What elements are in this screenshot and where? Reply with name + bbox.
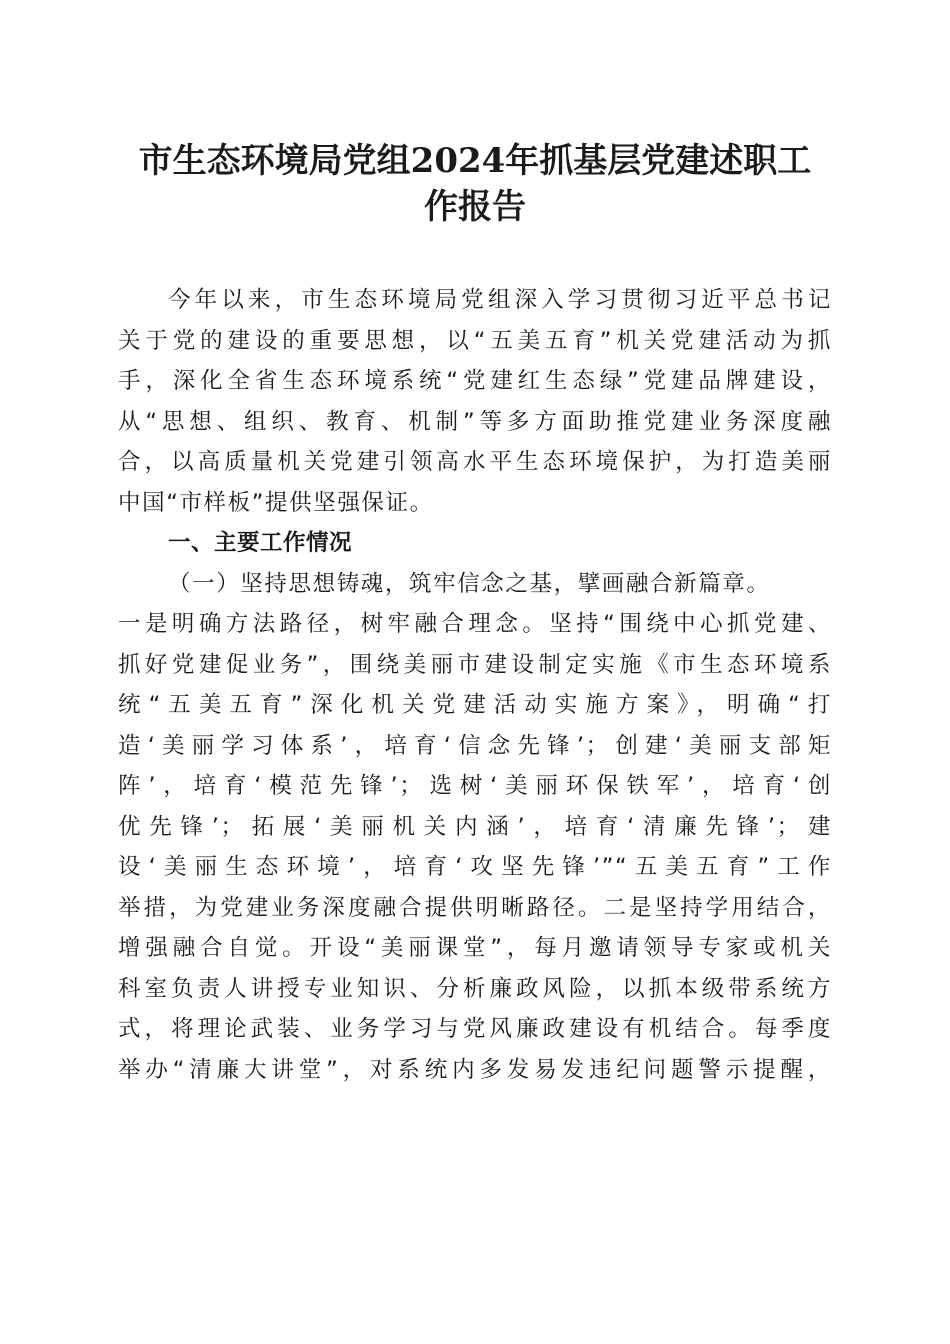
paragraph-line: 今年以来，市生态环境局党组深入学习贯彻习近平总书记 (168, 287, 832, 313)
paragraph-line: 设‘美丽生态环境’，培育‘攻坚先锋’”“五美五育”工作 (118, 854, 832, 880)
paragraph-line: 科室负责人讲授专业知识、分析廉政风险，以抓本级带系统方 (118, 975, 832, 1002)
section-heading: 一、主要工作情况 (168, 530, 353, 556)
paragraph-line: 阵’，培育‘模范先锋’；选树‘美丽环保铁军’，培育‘创 (118, 773, 832, 799)
paragraph-line: 式，将理论武装、业务学习与党风廉政建设有机结合。每季度 (118, 1016, 832, 1042)
paragraph-line: 抓好党建促业务”，围绕美丽市建设制定实施《市生态环境系 (118, 651, 832, 678)
paragraph-line: 手，深化全省生态环境系统“党建红生态绿”党建品牌建设， (118, 368, 832, 394)
document-body (118, 280, 832, 1090)
paragraph-line: 造‘美丽学习体系’，培育‘信念先锋’；创建‘美丽支部矩 (118, 732, 832, 759)
document-title (100, 138, 850, 230)
paragraph-line: 优先锋’；拓展‘美丽机关内涵’，培育‘清廉先锋’；建 (118, 813, 832, 840)
intro-paragraph (118, 280, 832, 523)
paragraph-line: 一是明确方法路径，树牢融合理念。坚持“围绕中心抓党建、 (118, 611, 832, 637)
paragraph-line: 举措，为党建业务深度融合提供明晰路径。二是坚持学用结合， (118, 894, 832, 921)
paragraph-line: 统“五美五育”深化机关党建活动实施方案》，明确“打 (118, 692, 832, 718)
paragraph-line: 举办“清廉大讲堂”，对系统内多发易发违纪问题警示提醒， (118, 1056, 832, 1083)
section-paragraph (118, 564, 832, 1091)
paragraph-line: 关于党的建设的重要思想，以“五美五育”机关党建活动为抓 (118, 327, 832, 354)
title-line-1: 市生态环境局党组2024年抓基层党建述职工 (138, 141, 812, 181)
subsection-heading: （一）坚持思想铸魂，筑牢信念之基，擘画融合新篇章。 (168, 570, 771, 597)
title-line-2: 作报告 (424, 187, 526, 227)
paragraph-line: 合，以高质量机关党建引领高水平生态环境保护，为打造美丽 (118, 449, 832, 475)
paragraph-line: 中国“市样板”提供坚强保证。 (118, 489, 434, 516)
paragraph-line: 增强融合自觉。开设“美丽课堂”，每月邀请领导专家或机关 (118, 935, 832, 961)
paragraph-line: 从“思想、组织、教育、机制”等多方面助推党建业务深度融 (118, 408, 832, 435)
